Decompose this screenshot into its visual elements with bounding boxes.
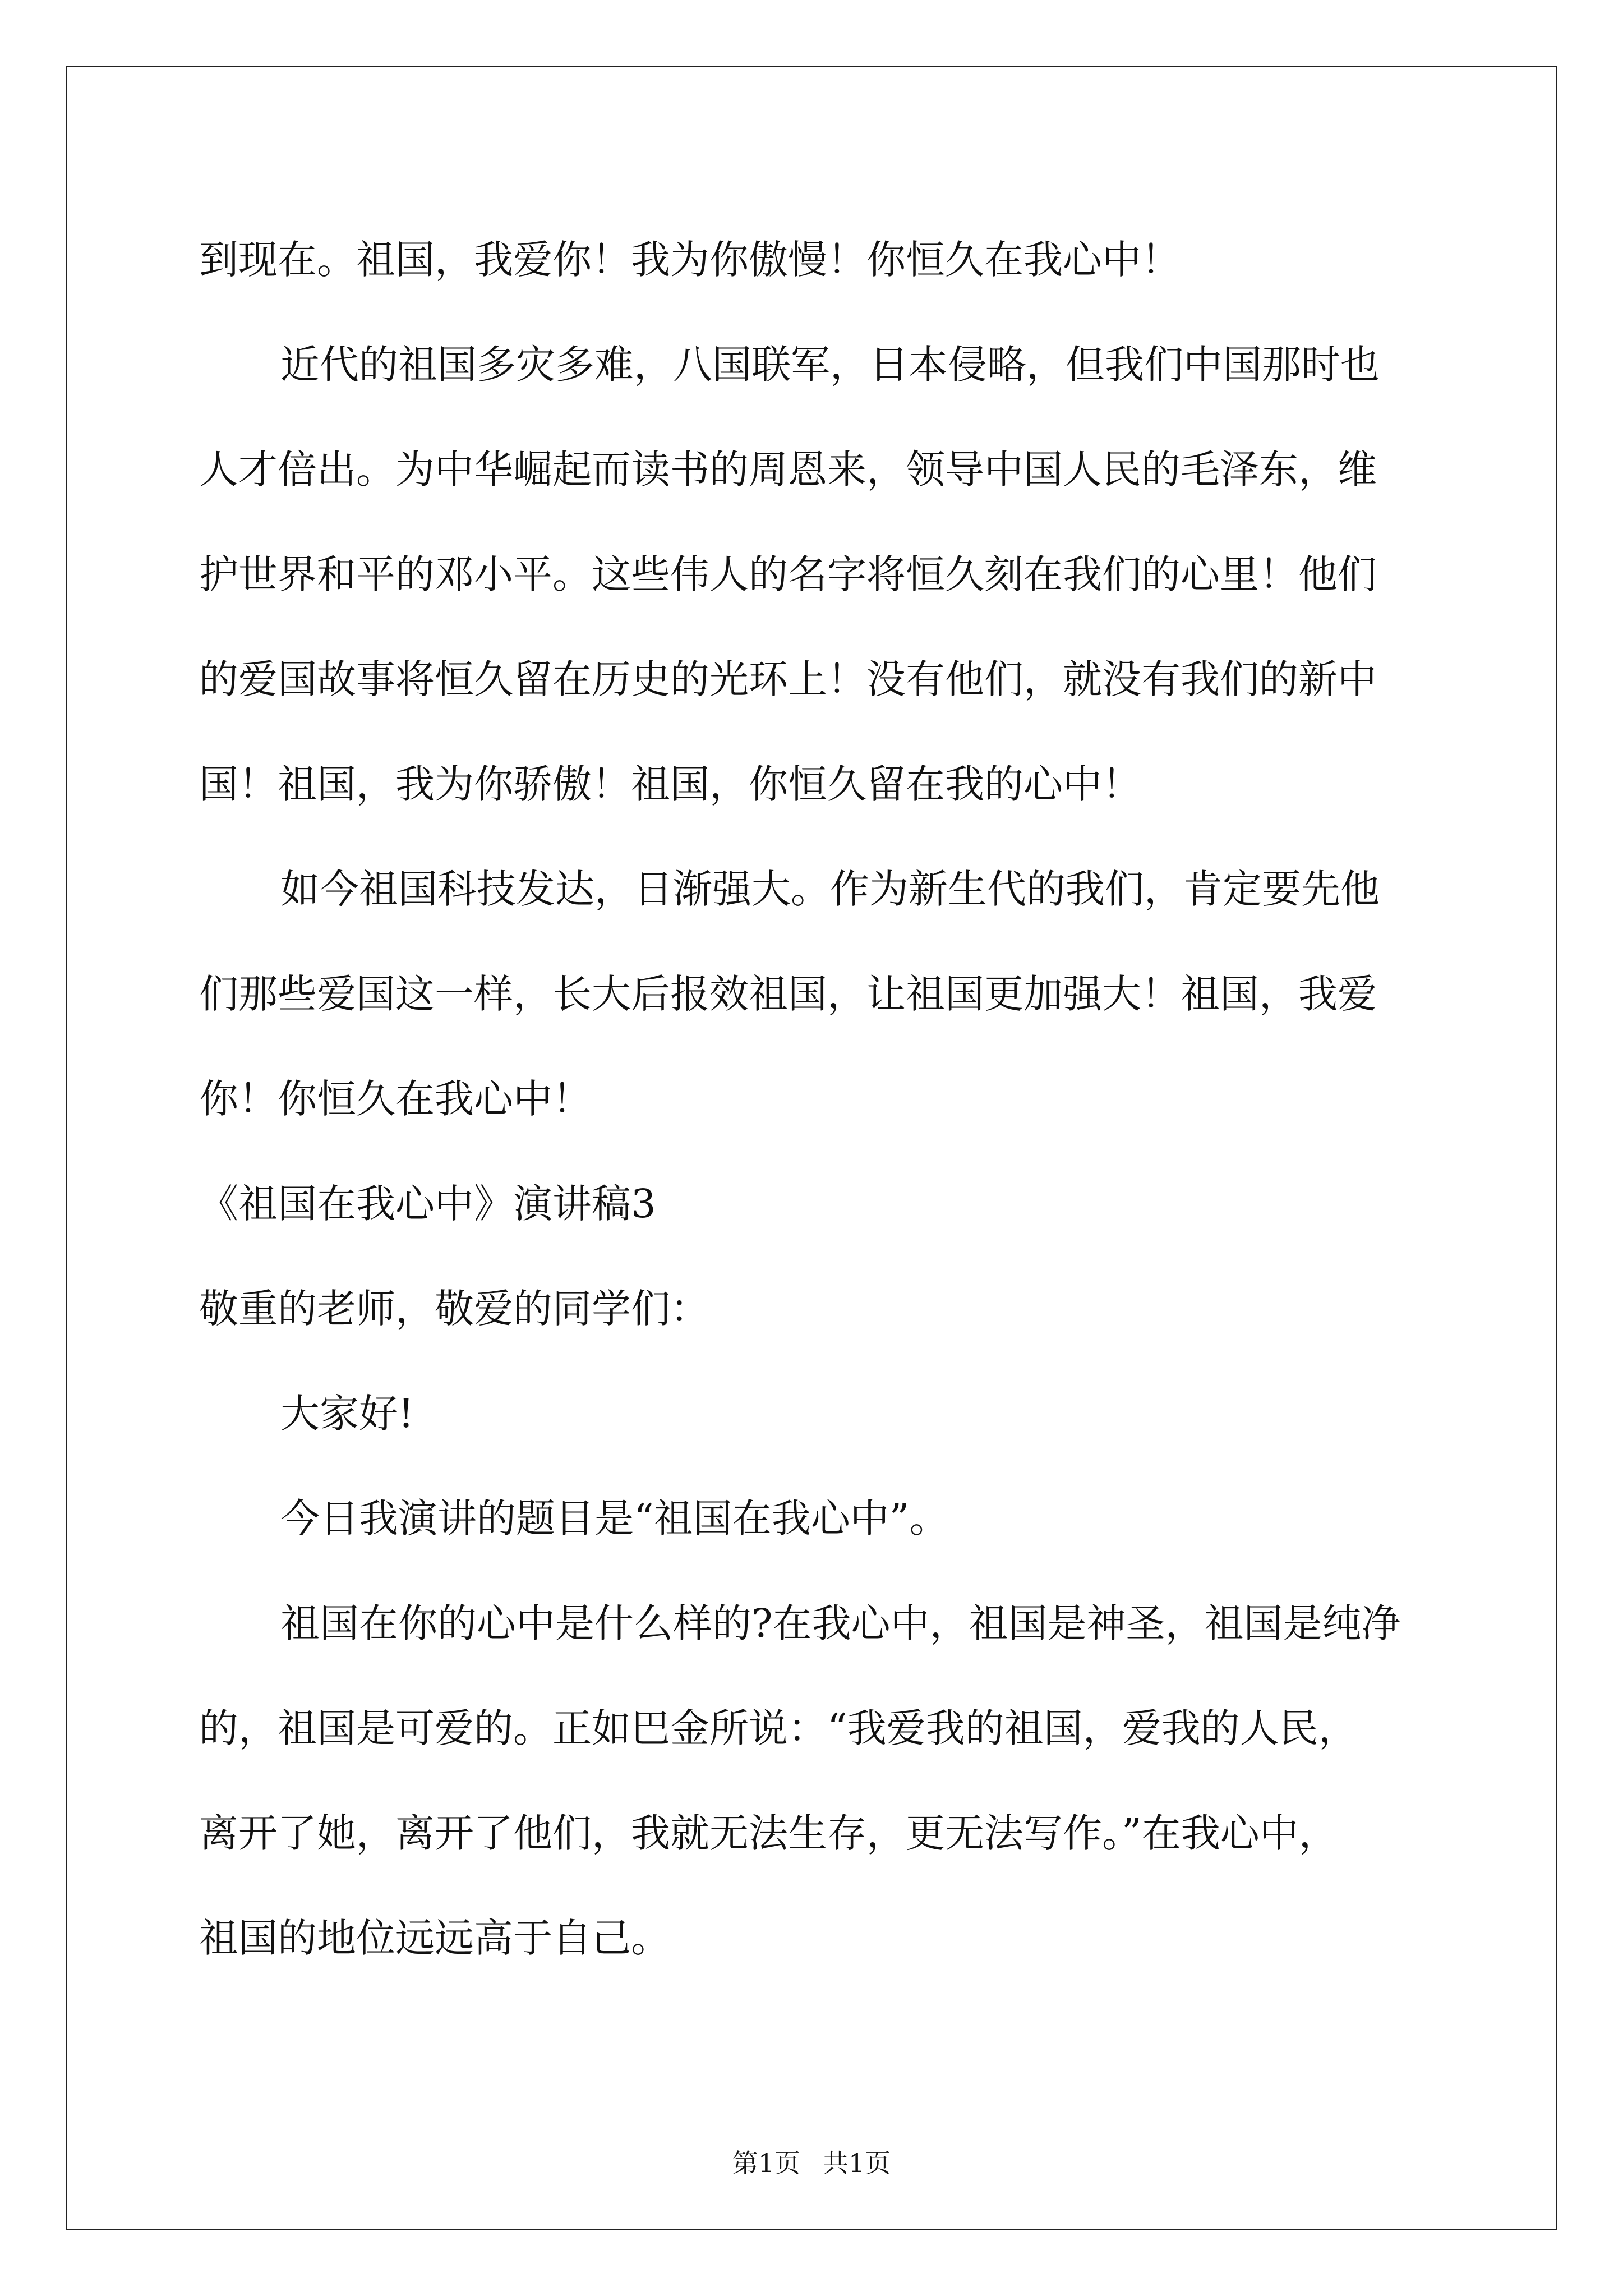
- text-line: 的爱国故事将恒久留在历史的光环上！没有他们，就没有我们的新中: [199, 656, 1377, 702]
- text-line: 今日我演讲的题目是“祖国在我心中”。: [280, 1496, 949, 1542]
- greeting: 大家好!: [280, 1391, 414, 1437]
- text-line: 的，祖国是可爱的。正如巴金所说：“我爱我的祖国，爱我的人民，: [199, 1705, 1358, 1751]
- text-line: 到现在。祖国，我爱你！我为你傲慢！你恒久在我心中！: [199, 237, 1181, 283]
- section-heading: 《祖国在我心中》演讲稿3: [199, 1181, 656, 1227]
- text-line: 们那些爱国这一样，长大后报效祖国，让祖国更加强大！祖国，我爱: [199, 971, 1377, 1017]
- text-line: 祖国的地位远远高于自己。: [199, 1915, 670, 1961]
- text-line: 人才倍出。为中华崛起而读书的周恩来，领导中国人民的毛泽东，维: [199, 447, 1377, 493]
- page-total: 共1页: [823, 2148, 891, 2178]
- text-line: 你！你恒久在我心中！: [199, 1076, 592, 1122]
- text-line: 近代的祖国多灾多难，八国联军，日本侵略，但我们中国那时也: [280, 342, 1380, 388]
- text-line: 祖国在你的心中是什么样的?在我心中，祖国是神圣，祖国是纯净: [280, 1600, 1401, 1646]
- salutation: 敬重的老师，敬爱的同学们：: [199, 1286, 709, 1332]
- document-body: [199, 208, 1433, 1991]
- text-line: 离开了她，离开了他们，我就无法生存，更无法写作。”在我心中，: [199, 1810, 1338, 1856]
- text-line: 如今祖国科技发达，日渐强大。作为新生代的我们，肯定要先他: [280, 866, 1380, 912]
- text-line: 护世界和平的邓小平。这些伟人的名字将恒久刻在我们的心里！他们: [199, 551, 1377, 597]
- text-line: 国！祖国，我为你骄傲！祖国，你恒久留在我的心中！: [199, 761, 1141, 807]
- page-number: 第1页: [732, 2148, 800, 2178]
- page-footer: [0, 2146, 1623, 2180]
